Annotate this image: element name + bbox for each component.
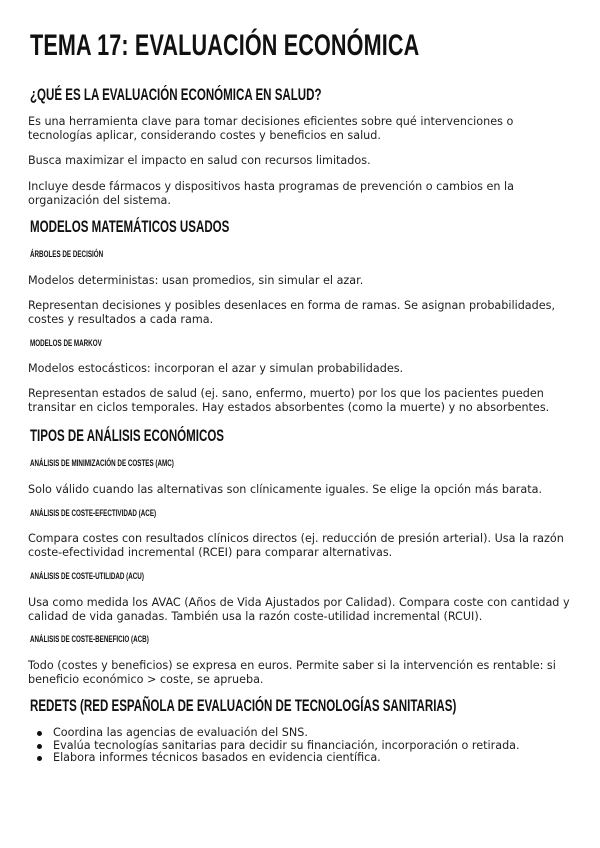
heading-what-is: ¿QUÉ ES LA EVALUACIÓN ECONÓMICA EN SALUD?	[30, 86, 322, 104]
list-item-text: Elabora informes técnicos basados en evidencia científica.	[53, 751, 381, 764]
subheading-ace: ANÁLISIS DE COSTE-EFECTIVIDAD (ACE)	[30, 508, 157, 519]
bullet-icon	[37, 756, 42, 761]
subheading-amc: ANÁLISIS DE MINIMIZACIÓN DE COSTES (AMC)	[30, 458, 174, 469]
heading-analysis-types: TIPOS DE ANÁLISIS ECONÓMICOS	[30, 427, 225, 445]
paragraph-deterministic: Modelos deterministas: usan promedios, sin simular el azar.	[28, 274, 364, 287]
paragraph-amc: Solo válido cuando las alternativas son clínicamente iguales. Se elige la opción más barata.	[28, 483, 543, 496]
heading-models: MODELOS MATEMÁTICOS USADOS	[30, 218, 230, 236]
subheading-acu: ANÁLISIS DE COSTE-UTILIDAD (ACU)	[30, 571, 144, 582]
subheading-decision-trees: ÁRBOLES DE DECISIÓN	[30, 249, 104, 260]
list-item-text: Coordina las agencias de evaluación del SNS.	[53, 726, 308, 739]
paragraph-acu: Usa como medida los AVAC (Años de Vida Ajustados por Calidad). Compara coste con cantidad y calidad de vida ganadas. También usa la razón coste-utilidad incremental (RCUI).	[28, 596, 570, 623]
bullet-icon	[37, 744, 42, 749]
paragraph-acb: Todo (costes y beneficios) se expresa en euros. Permite saber si la intervención es rentable: si beneficio económico > coste, se aprueba.	[28, 659, 556, 686]
page-title: TEMA 17: EVALUACIÓN ECONÓMICA	[30, 29, 420, 62]
subheading-acb: ANÁLISIS DE COSTE-BENEFICIO (ACB)	[30, 634, 149, 645]
paragraph-scope: Incluye desde fármacos y dispositivos hasta programas de prevención o cambios en la organización del sistema.	[28, 180, 514, 207]
list-item	[36, 752, 576, 765]
bullet-icon	[37, 731, 42, 736]
list-item-text: Evalúa tecnologías sanitarias para decidir su financiación, incorporación o retirada.	[53, 738, 520, 752]
subheading-markov: MODELOS DE MARKOV	[30, 338, 102, 349]
heading-redets: REDETS (RED ESPAÑOLA DE EVALUACIÓN DE TECNOLOGÍAS SANITARIAS)	[30, 697, 457, 715]
paragraph-stochastic: Modelos estocásticos: incorporan el azar y simulan probabilidades.	[28, 362, 404, 375]
paragraph-branches: Representan decisiones y posibles desenlaces en forma de ramas. Se asignan probabilidades, costes y resultados a cada rama.	[28, 299, 556, 326]
paragraph-ace: Compara costes con resultados clínicos directos (ej. reducción de presión arterial). Usa la razón coste-efectividad incremental (RCEI) para comparar alternativas.	[28, 532, 564, 559]
paragraph-goal: Busca maximizar el impacto en salud con recursos limitados.	[28, 154, 371, 167]
paragraph-health-states: Representan estados de salud (ej. sano, enfermo, muerto) por los que los pacientes pueden transitar en ciclos temporales. Hay estados absorbentes (como la muerte) y no absorbentes.	[28, 387, 550, 414]
redets-list	[36, 727, 576, 765]
paragraph-definition: Es una herramienta clave para tomar decisiones eficientes sobre qué intervenciones o tecnologías aplicar, considerando costes y beneficios en salud.	[28, 115, 514, 142]
